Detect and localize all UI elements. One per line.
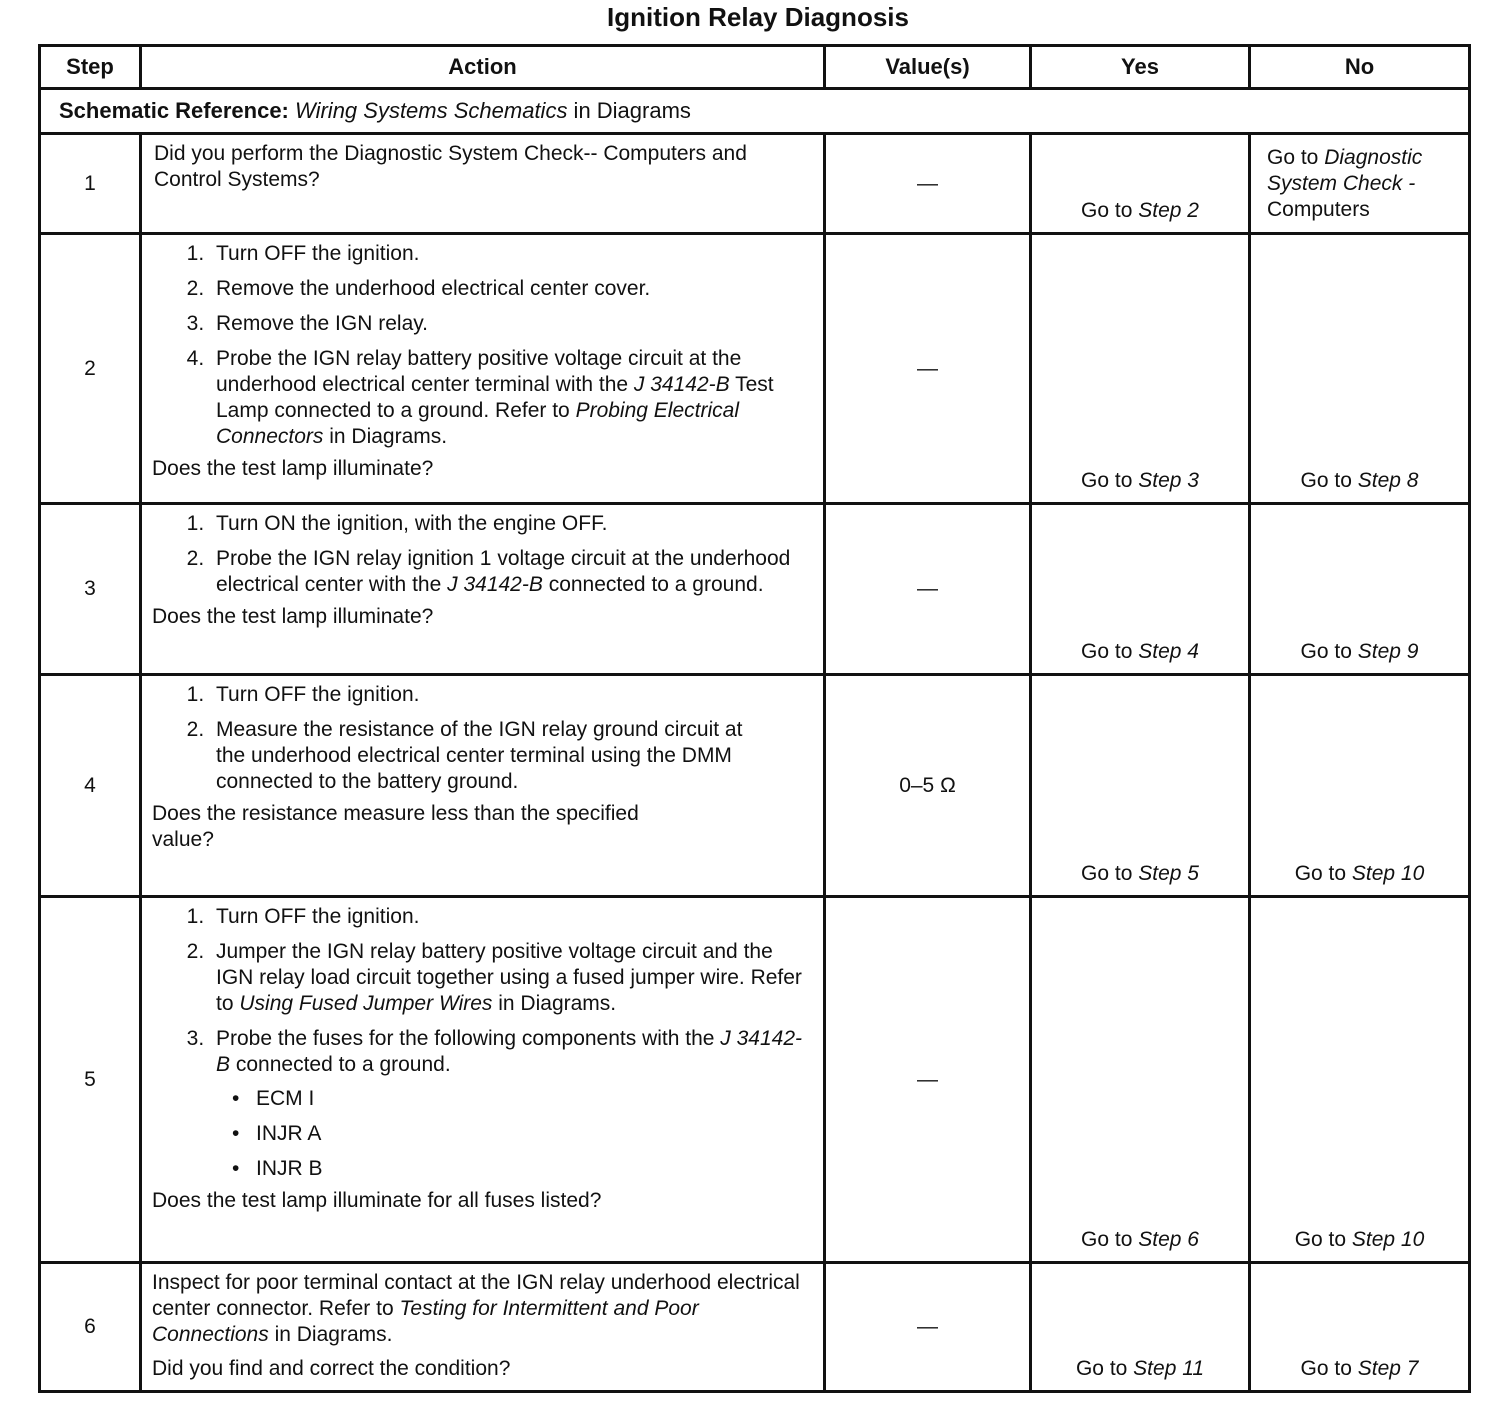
goto-prefix: Go to — [1300, 640, 1358, 663]
action-cell — [141, 675, 825, 897]
action-text-part: Inspect for poor terminal contact at the IGN relay underhood electrical center connector. Refer to — [152, 1271, 800, 1320]
list-item: 1. Turn OFF the ignition. — [210, 682, 811, 708]
fuse-list — [216, 1086, 811, 1182]
goto-prefix: Go to — [1081, 640, 1139, 663]
question: Does the test lamp illuminate for all fuses listed? — [152, 1189, 602, 1212]
list-item-text: in Diagrams. — [492, 992, 617, 1015]
page-title: Ignition Relay Diagnosis — [607, 2, 909, 32]
list-item-text: in Diagrams. — [323, 425, 448, 448]
action-list — [152, 241, 811, 450]
tool-ref: J 34142-B — [447, 573, 543, 596]
value-cell: — — [825, 1263, 1031, 1392]
table-row — [40, 234, 1470, 504]
list-item — [210, 1026, 811, 1182]
no-cell — [1250, 897, 1470, 1263]
no-cell — [1250, 234, 1470, 504]
goto-prefix: Go to — [1081, 862, 1139, 885]
schematic-reference-row — [40, 89, 1470, 134]
header-row — [40, 46, 1470, 89]
fuse-item: • INJR B — [226, 1156, 811, 1182]
list-item — [210, 939, 811, 1017]
yes-cell — [1031, 675, 1250, 897]
no-cell — [1250, 1263, 1470, 1392]
schematic-label: Schematic Reference: — [59, 98, 289, 123]
header-step: Step — [40, 46, 141, 89]
action-cell — [141, 1263, 825, 1392]
goto-prefix: Go to — [1081, 199, 1139, 222]
list-item-text: Jumper the IGN relay battery positive voltage circuit and the IGN relay load circuit together using a fused jumper wire. Refer to — [216, 940, 802, 1015]
action-cell — [141, 234, 825, 504]
yes-step-link[interactable]: Step 3 — [1138, 469, 1199, 492]
step-number: 1 — [40, 134, 141, 234]
yes-cell — [1031, 504, 1250, 675]
no-cell — [1250, 504, 1470, 675]
no-step-link[interactable]: Step 10 — [1351, 862, 1425, 885]
table-row — [40, 675, 1470, 897]
goto-prefix: Go to — [1294, 862, 1352, 885]
goto-prefix: Go to — [1300, 469, 1358, 492]
list-item: 1. Turn OFF the ignition. — [210, 904, 811, 930]
goto-prefix: Go to — [1267, 146, 1325, 169]
list-item-text: Probe the IGN relay battery positive voltage circuit at the underhood electrical center terminal with the — [216, 347, 742, 396]
action-cell — [141, 134, 825, 234]
list-item-text: Probe the IGN relay ignition 1 voltage circuit at the underhood electrical center with the — [216, 547, 791, 596]
header-values: Value(s) — [825, 46, 1031, 89]
value-cell: — — [825, 234, 1031, 504]
list-item-text: connected to a ground. — [542, 573, 764, 596]
action-list — [152, 904, 811, 1182]
step-number: 5 — [40, 897, 141, 1263]
action-list — [152, 511, 811, 598]
yes-step-link[interactable]: Step 4 — [1138, 640, 1199, 663]
no-cell — [1250, 134, 1470, 234]
fuse-item: • INJR A — [226, 1121, 811, 1147]
yes-cell — [1031, 234, 1250, 504]
no-step-link[interactable]: Step 7 — [1357, 1357, 1419, 1380]
value-cell: 0–5 Ω — [825, 675, 1031, 897]
yes-step-link[interactable]: Step 11 — [1133, 1357, 1205, 1380]
no-step-link[interactable]: Step 10 — [1351, 1228, 1425, 1251]
no-cell — [1250, 675, 1470, 897]
tool-ref: J 34142-B — [216, 1027, 803, 1076]
list-item: 2. Remove the underhood electrical center cover. — [210, 276, 811, 302]
header-yes: Yes — [1031, 46, 1250, 89]
goto-prefix: Go to — [1075, 1357, 1134, 1380]
header-action: Action — [141, 46, 825, 89]
list-item — [210, 346, 811, 450]
schematic-reference — [40, 89, 1470, 134]
value-cell: — — [825, 504, 1031, 675]
doc-ref: Probing Electrical Connectors — [216, 399, 739, 448]
no-tail: Computers — [1267, 198, 1370, 221]
list-item-text: connected to a ground. — [230, 1053, 451, 1076]
list-item — [210, 546, 811, 598]
goto-prefix: Go to — [1081, 1228, 1139, 1251]
action-cell — [141, 897, 825, 1263]
table-row — [40, 504, 1470, 675]
question: Does the resistance measure less than the specified value? — [152, 802, 639, 851]
no-step-link[interactable]: Diagnostic System Check - — [1267, 146, 1423, 195]
header-no: No — [1250, 46, 1470, 89]
yes-cell — [1031, 1263, 1250, 1392]
question: Does the test lamp illuminate? — [152, 605, 434, 628]
diagnosis-table — [38, 44, 1471, 1393]
action-text-part: in Diagrams. — [268, 1323, 393, 1346]
step-number: 4 — [40, 675, 141, 897]
action-cell — [141, 504, 825, 675]
list-item-text: Probe the fuses for the following components with the — [216, 1027, 715, 1050]
doc-ref: Testing for Intermittent and Poor Connections — [152, 1297, 699, 1346]
no-step-link[interactable]: Step 9 — [1357, 640, 1419, 663]
table-row — [40, 134, 1470, 234]
yes-step-link[interactable]: Step 6 — [1138, 1228, 1199, 1251]
fuse-item: • ECM I — [226, 1086, 811, 1112]
list-item: 1. Turn OFF the ignition. — [210, 241, 811, 267]
action-list — [152, 682, 811, 795]
goto-prefix: Go to — [1081, 469, 1139, 492]
list-item: 1. Turn ON the ignition, with the engine OFF. — [210, 511, 811, 537]
yes-cell — [1031, 134, 1250, 234]
tool-ref: J 34142-B — [633, 373, 730, 396]
step-number: 6 — [40, 1263, 141, 1392]
question: Does the test lamp illuminate? — [152, 457, 434, 480]
list-item-text: Test Lamp connected to a ground. Refer to — [216, 373, 774, 422]
table-row — [40, 897, 1470, 1263]
yes-step-link[interactable]: Step 5 — [1138, 862, 1199, 885]
goto-prefix: Go to — [1300, 1357, 1358, 1380]
value-cell: — — [825, 134, 1031, 234]
goto-prefix: Go to — [1294, 1228, 1352, 1251]
list-item: 2. Measure the resistance of the IGN relay ground circuit at the underhood electrical center terminal using the DMM connected to the battery ground. — [210, 717, 811, 795]
step-number: 2 — [40, 234, 141, 504]
step-number: 3 — [40, 504, 141, 675]
list-item: 3. Remove the IGN relay. — [210, 311, 811, 337]
no-step-link[interactable]: Step 8 — [1357, 469, 1419, 492]
question: Did you find and correct the condition? — [152, 1357, 511, 1380]
value-cell: — — [825, 897, 1031, 1263]
schematic-ref-tail: in Diagrams — [567, 98, 691, 123]
table-row — [40, 1263, 1470, 1392]
schematic-ref: Wiring Systems Schematics — [295, 98, 568, 123]
yes-step-link[interactable]: Step 2 — [1138, 199, 1199, 222]
action-text — [152, 1270, 811, 1348]
doc-ref: Using Fused Jumper Wires — [239, 992, 493, 1015]
action-text: Did you perform the Diagnostic System Check-- Computers and Control Systems? — [154, 142, 747, 191]
yes-cell — [1031, 897, 1250, 1263]
